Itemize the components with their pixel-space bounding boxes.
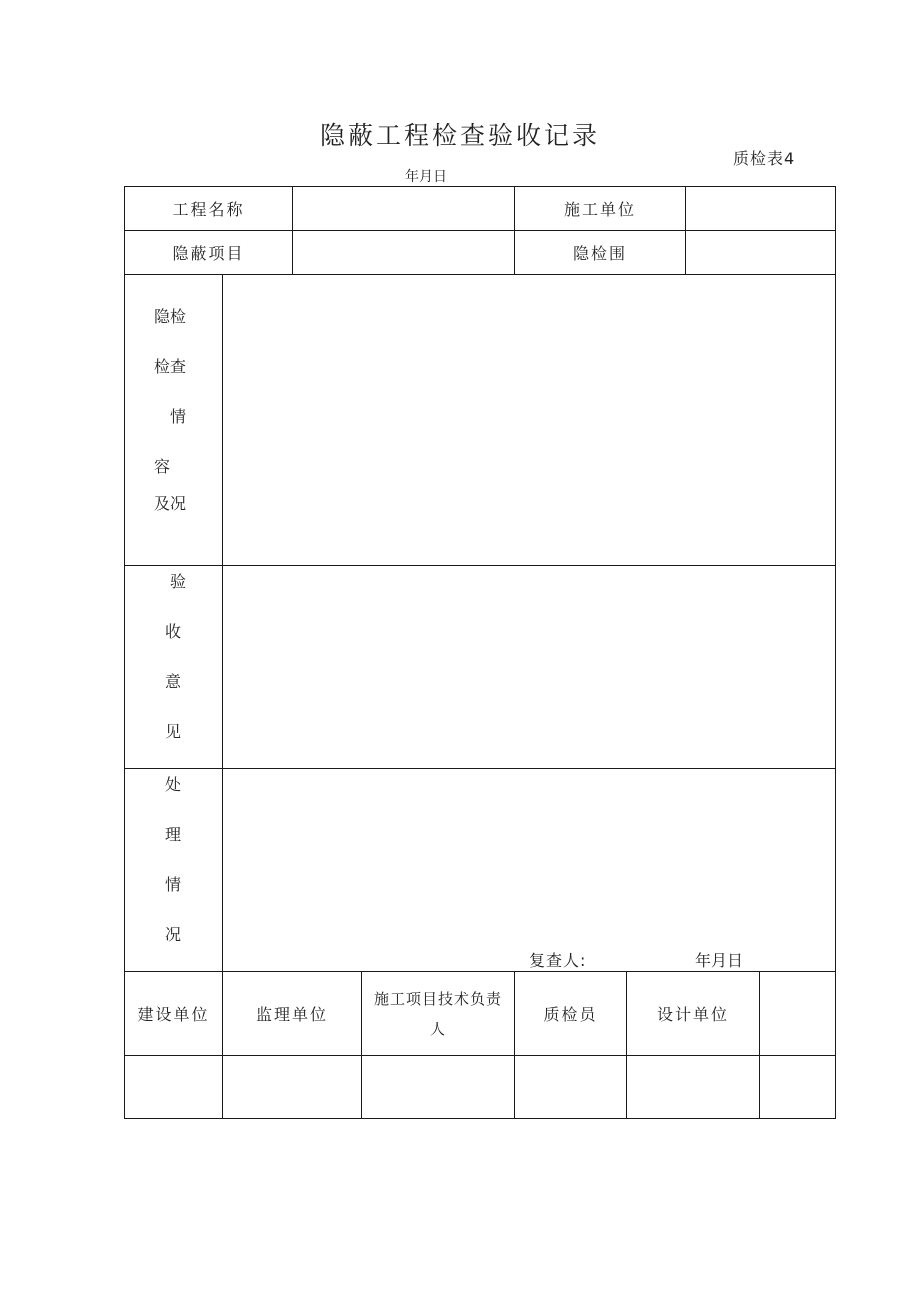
supervision-unit-signature[interactable] bbox=[223, 1056, 361, 1118]
inspection-form-table bbox=[124, 186, 836, 1119]
inspection-label-line: 及况 bbox=[154, 494, 187, 513]
record-date: 年月日 bbox=[405, 169, 447, 185]
handling-label-line: 理 bbox=[165, 825, 182, 844]
handling-label-line: 处 bbox=[165, 775, 182, 794]
inspection-range-label: 隐检围 bbox=[572, 244, 627, 263]
acceptance-opinion-field[interactable] bbox=[223, 566, 835, 768]
construction-unit-label: 施工单位 bbox=[563, 200, 636, 219]
tech-lead-label bbox=[362, 972, 514, 1055]
concealed-item-field[interactable] bbox=[293, 231, 514, 274]
quality-inspector-label: 质检员 bbox=[543, 1005, 598, 1024]
inspection-label-line: 容 bbox=[154, 457, 171, 476]
inspection-label-line: 情 bbox=[170, 407, 187, 426]
design-unit-label: 设计单位 bbox=[656, 1005, 729, 1024]
project-name-label: 工程名称 bbox=[172, 200, 245, 219]
inspection-label-line: 隐检 bbox=[154, 307, 187, 326]
acceptance-label-line: 验 bbox=[170, 572, 187, 591]
tech-lead-label-line2: 人 bbox=[429, 1019, 446, 1038]
recheck-date: 年月日 bbox=[695, 951, 744, 970]
inspection-range-field[interactable] bbox=[686, 231, 835, 274]
extra-signature-cell[interactable] bbox=[760, 1056, 835, 1118]
quality-inspector-signature[interactable] bbox=[515, 1056, 626, 1118]
acceptance-label-line: 意 bbox=[165, 672, 182, 691]
border-bottom bbox=[124, 1118, 836, 1119]
supervision-unit-label: 监理单位 bbox=[255, 1005, 328, 1024]
handling-label-line: 情 bbox=[165, 875, 182, 894]
document-title: 隐蔽工程检查验收记录 bbox=[319, 121, 600, 150]
form-code: 质检表4 bbox=[733, 149, 796, 168]
acceptance-label-line: 收 bbox=[165, 622, 182, 641]
inspection-label-line: 检查 bbox=[154, 357, 187, 376]
owner-unit-signature[interactable] bbox=[125, 1056, 222, 1118]
project-name-field[interactable] bbox=[293, 187, 514, 230]
reviewer-label: 复查人: bbox=[529, 951, 587, 970]
design-unit-signature[interactable] bbox=[627, 1056, 759, 1118]
acceptance-label-line: 见 bbox=[165, 722, 182, 741]
tech-lead-signature[interactable] bbox=[362, 1056, 514, 1118]
concealed-item-label: 隐蔽项目 bbox=[172, 244, 245, 263]
border-right bbox=[835, 186, 836, 1119]
handling-status-field[interactable] bbox=[223, 769, 835, 924]
extra-header-cell bbox=[760, 972, 835, 1055]
handling-label-line: 况 bbox=[165, 925, 182, 944]
tech-lead-label-line1: 施工项目技术负责 bbox=[373, 989, 502, 1008]
owner-unit-label: 建设单位 bbox=[137, 1005, 210, 1024]
inspection-content-field[interactable] bbox=[223, 275, 835, 565]
construction-unit-field[interactable] bbox=[686, 187, 835, 230]
